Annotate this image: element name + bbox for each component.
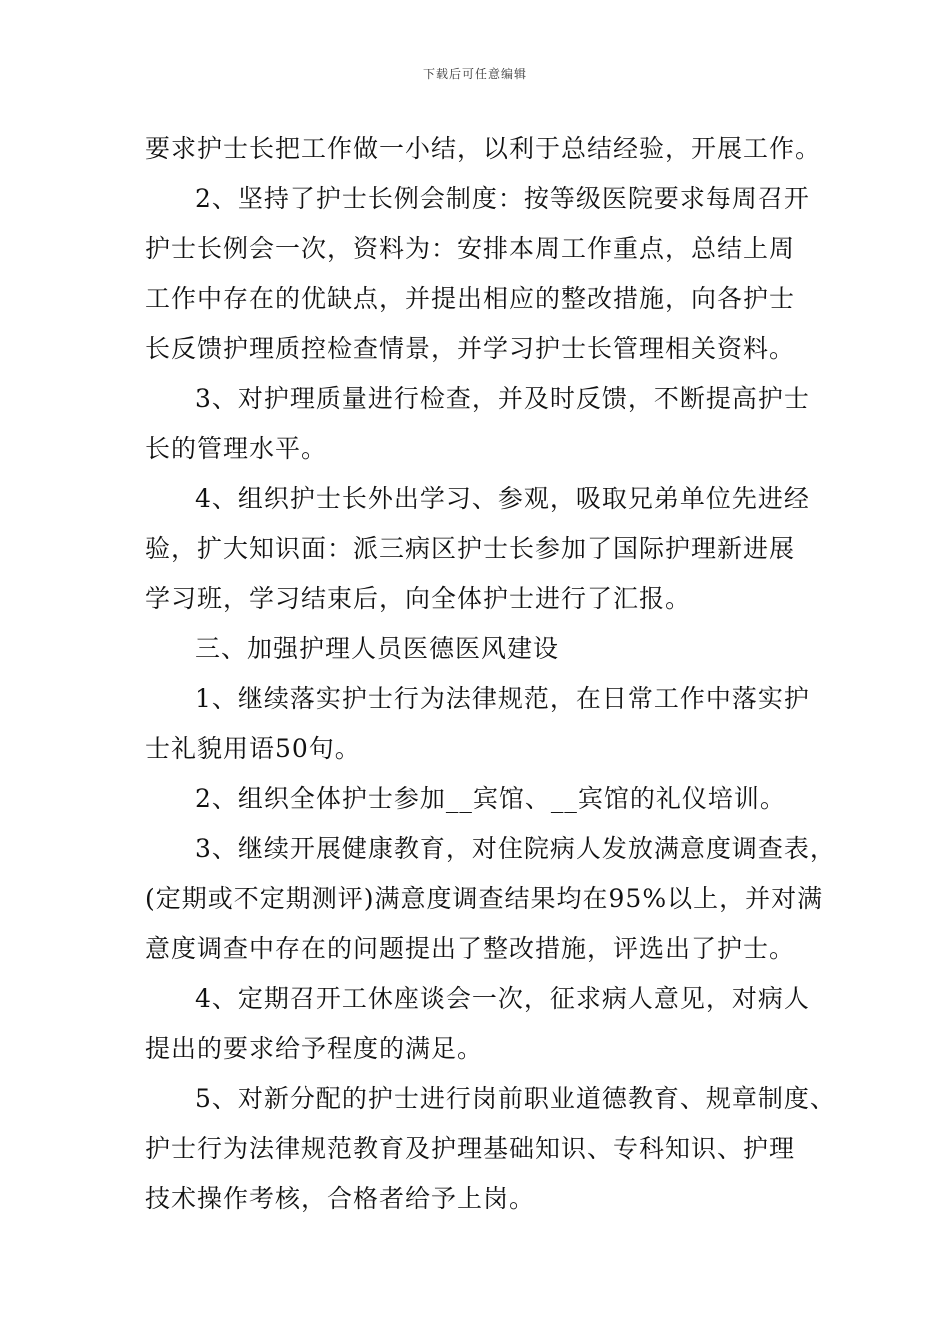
text-line: 学习班，学习结束后，向全体护士进行了汇报。 xyxy=(145,584,692,613)
text-line: 护士长例会一次，资料为：安排本周工作重点，总结上周 xyxy=(145,234,796,263)
text-line: 4、定期召开工休座谈会一次，征求病人意见，对病人 xyxy=(195,984,810,1013)
text-line: 2、坚持了护士长例会制度：按等级医院要求每周召开 xyxy=(195,184,810,213)
text-line: 要求护士长把工作做一小结，以利于总结经验，开展工作。 xyxy=(145,134,822,163)
text-line: 1、继续落实护士行为法律规范，在日常工作中落实护 xyxy=(195,684,810,713)
text-line: 三、加强护理人员医德医风建设 xyxy=(195,634,560,663)
text-line: 长反馈护理质控检查情景，并学习护士长管理相关资料。 xyxy=(145,334,796,363)
text-line: 长的管理水平。 xyxy=(145,434,328,463)
text-line: 3、对护理质量进行检查，并及时反馈，不断提高护士 xyxy=(195,384,810,413)
text-line: 提出的要求给予程度的满足。 xyxy=(145,1034,484,1063)
text-line: 3、继续开展健康教育，对住院病人发放满意度调查表， xyxy=(195,834,836,863)
text-line: 士礼貌用语50句。 xyxy=(145,734,361,763)
text-line: 4、组织护士长外出学习、参观，吸取兄弟单位先进经 xyxy=(195,484,810,513)
text-line: 5、对新分配的护士进行岗前职业道德教育、规章制度、 xyxy=(195,1084,836,1113)
text-line: 意度调查中存在的问题提出了整改措施，评选出了护士。 xyxy=(145,934,796,963)
document-body xyxy=(145,124,836,1224)
page-header: 下载后可任意编辑 xyxy=(422,67,527,81)
text-line: 工作中存在的优缺点，并提出相应的整改措施，向各护士 xyxy=(145,284,796,313)
text-line: 验，扩大知识面：派三病区护士长参加了国际护理新进展 xyxy=(145,534,796,563)
text-line: 技术操作考核，合格者给予上岗。 xyxy=(145,1184,536,1213)
text-line: 2、组织全体护士参加__宾馆、__宾馆的礼仪培训。 xyxy=(195,784,786,813)
text-line: (定期或不定期测评)满意度调查结果均在95%以上，并对满 xyxy=(145,884,824,913)
text-line: 护士行为法律规范教育及护理基础知识、专科知识、护理 xyxy=(145,1134,796,1163)
